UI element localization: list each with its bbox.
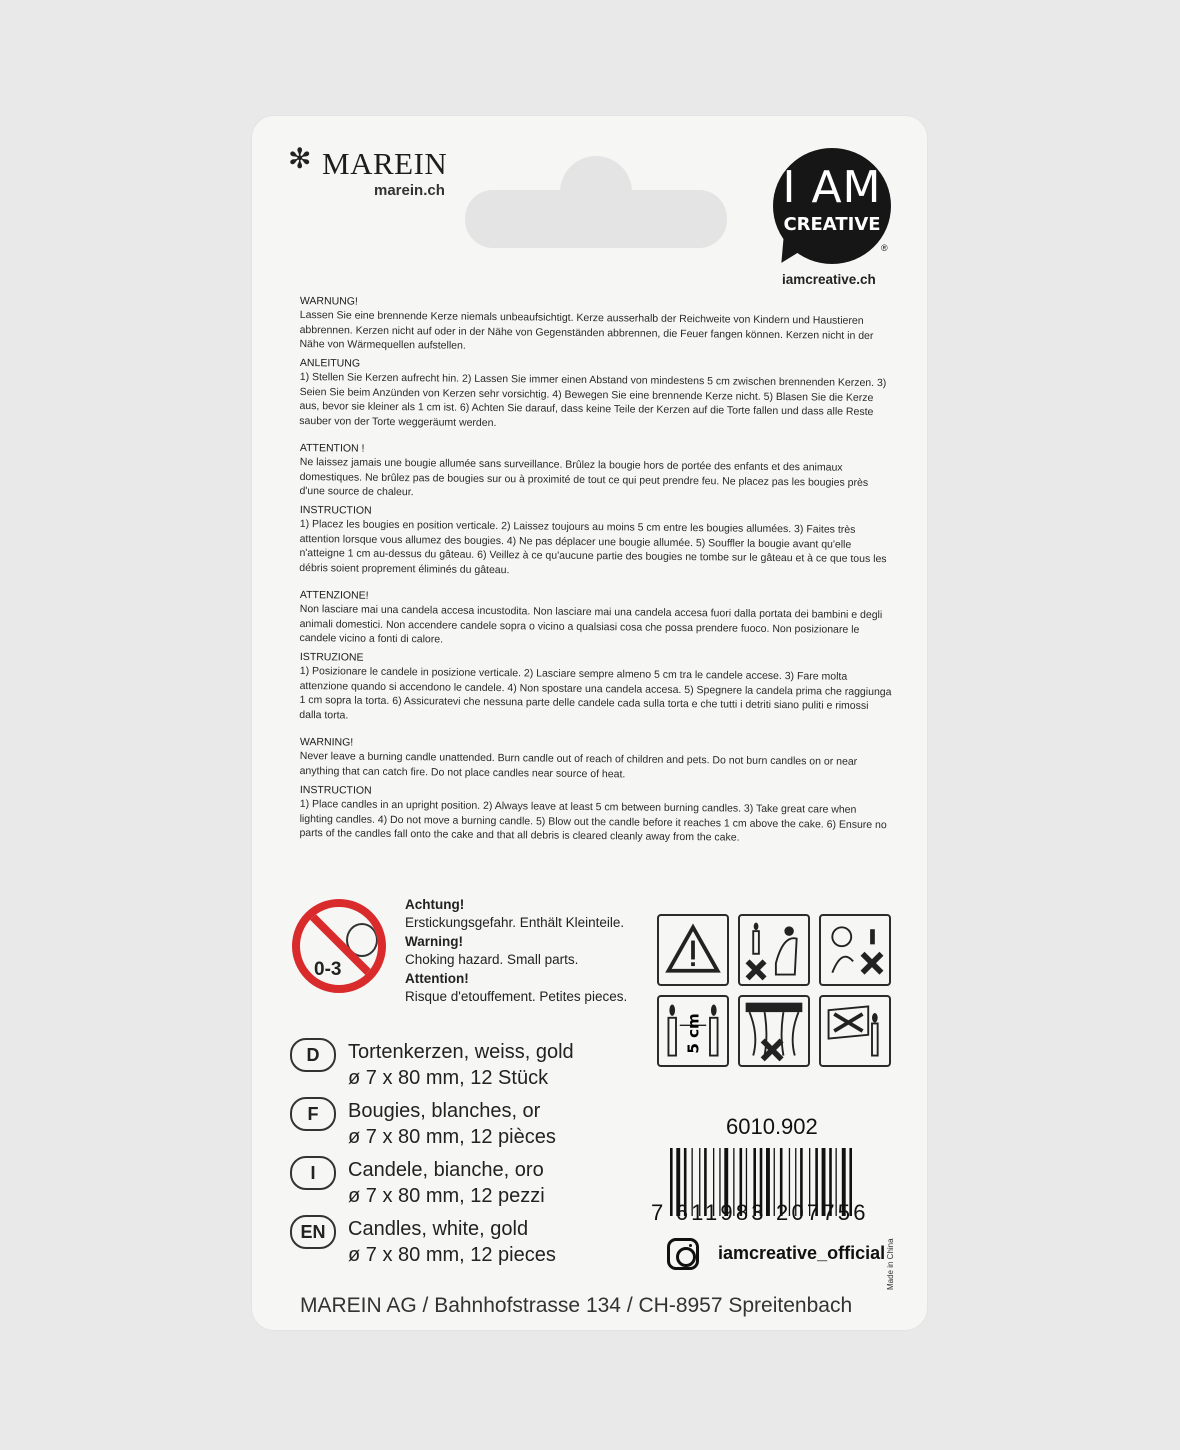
age-label: 0-3	[314, 959, 342, 980]
fr-instruction-block	[299, 503, 892, 581]
section-body: Never leave a burning candle unattended. Burn candle out of reach of children and pets. Do not burn candles on or near anything that can catch fire. Do not place candles near source of heat.	[299, 750, 858, 781]
safety-pictograms	[657, 914, 895, 1072]
choking-text-en: Choking hazard. Small parts.	[405, 952, 579, 968]
made-in-label: Made in China	[886, 1238, 895, 1290]
instagram-icon	[667, 1238, 699, 1270]
brand-name: MAREIN	[322, 146, 448, 181]
age-restriction-icon	[292, 899, 386, 993]
choking-title-fr: Attention!	[405, 970, 469, 986]
iamcreative-url: iamcreative.ch	[782, 272, 876, 287]
instagram-handle: iamcreative_official	[718, 1243, 886, 1263]
choking-title-en: Warning!	[405, 933, 463, 949]
en-warning-block	[300, 735, 892, 784]
section-body: 1) Posizionare le candele in posizione verticale. 2) Lasciare sempre almeno 5 cm tra le candele accese. 3) Fare molta attenzione quando si accendono le candele. 4) Non spostare una candela accesa. 5) Spegnere la candela prima che raggiunga 1 cm sopra la torta. 6) Assicuratevi che nessuna parte delle candele cada sulla torta e che tutti i detriti siano puliti e rimossi dalla torta.	[299, 665, 892, 722]
barcode-digits: 7 611983 207756	[651, 1200, 869, 1225]
no-heat-source-icon	[819, 995, 891, 1067]
en-instruction-block	[299, 783, 892, 847]
de-warning-block	[299, 294, 892, 358]
lang-row-en	[290, 1213, 620, 1271]
lang-row-it	[290, 1154, 620, 1212]
star-icon: ✻	[288, 143, 312, 174]
lang-code: I	[290, 1156, 336, 1190]
section-title: ISTRUZIONE	[299, 650, 364, 664]
lang-code: EN	[290, 1215, 336, 1249]
product-size: ø 7 x 80 mm, 12 pièces	[348, 1126, 556, 1148]
lang-row-de	[290, 1036, 620, 1094]
choking-text-fr: Risque d'etouffement. Petites pieces.	[405, 989, 628, 1005]
section-body: 1) Stellen Sie Kerzen aufrecht hin. 2) Lassen Sie immer einen Abstand von mindestens 5 cm zwischen brennenden Kerzen. 3) Seien Sie beim Anzünden von Kerzen sehr vorsichtig. 4) Bewegen Sie eine brennende Kerze nicht. 5) Blasen Sie die Kerze aus, bevor sie kleiner als 1 cm ist. 6) Achten Sie darauf, dass keine Teile der Kerzen auf die Torte fallen und dass alle Reste sauber von der Torte weggeräumt werden.	[299, 371, 887, 429]
choking-title-de: Achtung!	[405, 897, 465, 912]
distance-5cm-icon	[657, 995, 729, 1067]
section-body: Lassen Sie eine brennende Kerze niemals unbeaufsichtigt. Kerze ausserhalb der Reichweite von Kindern und Haustieren abbrennen. Kerzen nicht auf oder in der Nähe von Gegenständen abbrennen, die Feuer fangen können. Kerzen nicht in der Nähe von Wärmequellen aufstellen.	[299, 309, 874, 352]
section-body: 1) Placez les bougies en position verticale. 2) Laissez toujours au moins 5 cm entre les bougies allumées. 3) Faites très attention lorsque vous allumez des bougies. 4) Ne pas déplacer une bougie allumée. 5) Souffler la bougie avant qu'elle n'atteigne 1 cm au-dessus du gâteau. 6) Veillez à ce qu'aucune partie des bougies ne tombe sur le gâteau et à ce que tous les débris soient proprement éliminés du gâteau.	[299, 518, 887, 576]
section-title: ANLEITUNG	[299, 356, 361, 370]
iamcreative-logo	[773, 148, 891, 264]
svg-text:5 cm: 5 cm	[684, 1013, 703, 1054]
product-name: Tortenkerzen, weiss, gold	[348, 1041, 574, 1063]
section-body: Ne laissez jamais une bougie allumée sans surveillance. Brûlez la bougie hors de portée des enfants et des animaux domestiques. Ne brûlez pas de bougies sur ou à proximité de tout ce qui peut prendre feu. Ne placez pas les bougies près d'une source de chaleur.	[299, 456, 869, 499]
product-size: ø 7 x 80 mm, 12 pezzi	[348, 1185, 545, 1207]
section-title: INSTRUCTION	[299, 503, 372, 517]
choking-warning	[405, 896, 655, 1006]
product-name: Candele, bianche, oro	[348, 1159, 544, 1181]
candle-unattended-icon	[738, 914, 810, 986]
children-pets-icon	[819, 914, 891, 986]
registered-mark: ®	[881, 243, 888, 253]
curtain-fire-icon	[738, 995, 810, 1067]
de-instruction-block	[299, 356, 892, 434]
product-name: Candles, white, gold	[348, 1218, 529, 1240]
warning-triangle-icon	[657, 914, 729, 986]
iamcreative-line2: CREATIVE	[783, 214, 881, 235]
section-title: ATTENZIONE!	[299, 588, 369, 602]
lang-code: D	[290, 1038, 336, 1072]
section-title: WARNUNG!	[299, 294, 358, 308]
section-body: 1) Place candles in an upright position. 2) Always leave at least 5 cm between burning candles. 3) Take great care when lighting candles. 4) Do not move a burning candle. 5) Blow out the candle before it reaches 1 cm above the cake. 6) Ensure no parts of the candles fall onto the cake and that all debris is cleared cleanly away from the cake.	[299, 798, 887, 844]
fr-warning-block	[299, 441, 892, 505]
lang-row-fr	[290, 1095, 620, 1153]
product-size: ø 7 x 80 mm, 12 Stück	[348, 1067, 549, 1089]
lang-code: F	[290, 1097, 336, 1131]
company-address: MAREIN AG / Bahnhofstrasse 134 / CH-8957 Spreitenbach	[300, 1294, 853, 1317]
section-title: INSTRUCTION	[299, 783, 372, 797]
article-number: 6010.902	[726, 1114, 818, 1139]
product-size: ø 7 x 80 mm, 12 pieces	[348, 1244, 556, 1266]
iamcreative-line1: I AM	[782, 162, 882, 213]
section-body: Non lasciare mai una candela accesa incustodita. Non lasciare mai una candela accesa fuori dalla portata dei bambini e degli animali domestici. Non accendere candele sopra o vicino a qualsiasi cosa che possa prendere fuoco. Non posizionare le candele vicino a fonti di calore.	[299, 603, 883, 646]
it-instruction-block	[299, 650, 892, 728]
it-warning-block	[299, 588, 892, 652]
hang-hole	[465, 190, 727, 248]
brand-url: marein.ch	[374, 182, 445, 199]
section-title: ATTENTION !	[299, 441, 365, 455]
product-name: Bougies, blanches, or	[348, 1100, 541, 1122]
choking-text-de: Erstickungsgefahr. Enthält Kleinteile.	[405, 915, 625, 931]
section-title: WARNING!	[299, 735, 354, 749]
